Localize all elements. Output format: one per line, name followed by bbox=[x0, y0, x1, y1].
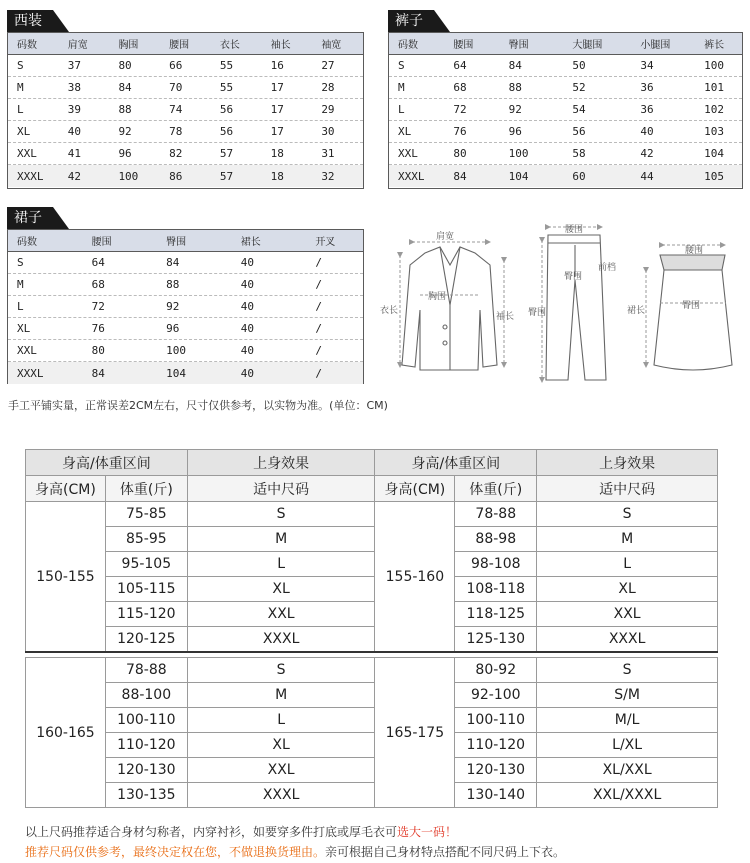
table-cell: 40 bbox=[240, 278, 254, 291]
table-cell: 84 bbox=[118, 81, 132, 94]
pants-size-table bbox=[388, 32, 743, 189]
table-cell: 100 bbox=[166, 344, 187, 357]
table-cell: 41 bbox=[67, 147, 81, 160]
jacket-drawing bbox=[402, 247, 497, 370]
table-row bbox=[26, 577, 718, 602]
measurement-diagram bbox=[370, 215, 745, 390]
table-cell: 100 bbox=[118, 169, 139, 183]
weight-range: 100-110 bbox=[105, 708, 187, 733]
size-value: XXXL bbox=[537, 627, 718, 653]
table-cell: 55 bbox=[219, 81, 234, 94]
weight-range: 105-115 bbox=[105, 577, 187, 602]
weight-range: 98-108 bbox=[455, 552, 537, 577]
table-cell: 101 bbox=[704, 81, 724, 94]
label-hip-mid: 臀围 bbox=[564, 272, 583, 282]
table-cell: 57 bbox=[219, 169, 234, 183]
pants-header-cell: 臀围 bbox=[508, 40, 529, 51]
table-cell: 40 bbox=[640, 125, 654, 138]
table-cell: 105 bbox=[704, 169, 724, 183]
table-row bbox=[8, 121, 363, 143]
header-size: 适中尺码 bbox=[537, 476, 718, 502]
table-row bbox=[26, 602, 718, 627]
header-effect: 上身效果 bbox=[187, 450, 375, 476]
table-cell: 82 bbox=[169, 147, 183, 160]
size-value: M bbox=[537, 527, 718, 552]
footer-line-1-main: 以上尺码推荐适合身材匀称者，内穿衬衫，如要穿多件打底或厚毛衣可 bbox=[25, 825, 398, 839]
table-cell: 56 bbox=[572, 125, 586, 138]
table-cell: 42 bbox=[640, 147, 654, 160]
table-cell: S bbox=[17, 59, 24, 72]
size-value: S bbox=[187, 502, 375, 527]
rec-header-row-2 bbox=[26, 476, 718, 502]
table-cell: 39 bbox=[67, 103, 81, 116]
table-cell: 80 bbox=[118, 59, 132, 72]
table-cell: 68 bbox=[453, 81, 467, 94]
table-row bbox=[8, 165, 363, 187]
table-cell: M bbox=[17, 81, 24, 94]
pants-header-cell: 码数 bbox=[398, 40, 418, 51]
table-cell: / bbox=[315, 278, 322, 291]
table-cell: 96 bbox=[166, 322, 180, 335]
table-row bbox=[26, 683, 718, 708]
table-cell: 58 bbox=[572, 147, 586, 160]
label-sleeve: 袖长 bbox=[496, 312, 515, 322]
size-value: S bbox=[537, 658, 718, 683]
table-cell: 36 bbox=[640, 81, 654, 94]
pants-header-cell: 小腿围 bbox=[640, 40, 671, 51]
table-row bbox=[389, 121, 742, 143]
size-value: XXXL bbox=[187, 627, 375, 653]
table-cell: 37 bbox=[67, 59, 81, 72]
weight-range: 80-92 bbox=[455, 658, 537, 683]
size-value: XL bbox=[537, 577, 718, 602]
table-row bbox=[26, 783, 718, 808]
table-cell: 86 bbox=[169, 169, 183, 183]
table-cell: 30 bbox=[321, 125, 335, 138]
table-row bbox=[26, 527, 718, 552]
weight-range: 75-85 bbox=[105, 502, 187, 527]
size-value: S bbox=[537, 502, 718, 527]
table-cell: XXL bbox=[398, 147, 418, 160]
weight-range: 118-125 bbox=[455, 602, 537, 627]
pants-header-cell: 大腿围 bbox=[572, 40, 603, 51]
footer-line-2-main: 亲可根据自己身材特点搭配不同尺码上下衣。 bbox=[325, 845, 566, 859]
table-row bbox=[389, 55, 742, 77]
table-row bbox=[26, 758, 718, 783]
table-cell: 28 bbox=[321, 81, 335, 94]
size-value: L bbox=[537, 552, 718, 577]
weight-range: 78-88 bbox=[455, 502, 537, 527]
table-cell: 40 bbox=[240, 256, 254, 269]
label-length: 衣长 bbox=[380, 306, 399, 316]
table-cell: 96 bbox=[508, 125, 522, 138]
size-value: L/XL bbox=[537, 733, 718, 758]
table-cell: 54 bbox=[572, 103, 586, 116]
table-cell: XXL bbox=[17, 147, 37, 160]
size-value: M bbox=[187, 527, 375, 552]
table-cell: 60 bbox=[572, 169, 586, 183]
weight-range: 130-135 bbox=[105, 783, 187, 808]
header-range: 身高/体重区间 bbox=[26, 450, 188, 476]
table-cell: XXL bbox=[17, 344, 37, 357]
table-cell: 88 bbox=[508, 81, 522, 94]
table-cell: 84 bbox=[166, 256, 180, 269]
suit-header-cell: 衣长 bbox=[219, 40, 240, 51]
table-cell: S bbox=[398, 59, 405, 72]
weight-range: 110-120 bbox=[105, 733, 187, 758]
size-value: S/M bbox=[537, 683, 718, 708]
table-cell: 56 bbox=[219, 125, 234, 138]
table-cell: 80 bbox=[453, 147, 467, 160]
suit-table-title: 西装 bbox=[14, 13, 42, 29]
height-range: 160-165 bbox=[26, 658, 106, 808]
suit-header-cell: 胸围 bbox=[118, 40, 139, 51]
table-row bbox=[8, 296, 363, 318]
suit-header-cell: 肩宽 bbox=[67, 40, 88, 51]
rec-header-row-1 bbox=[26, 450, 718, 476]
table-cell: 70 bbox=[169, 81, 183, 94]
header-range: 身高/体重区间 bbox=[375, 450, 537, 476]
table-cell: 57 bbox=[219, 147, 234, 160]
header-effect: 上身效果 bbox=[537, 450, 718, 476]
suit-header-cell: 码数 bbox=[17, 40, 37, 51]
table-cell: 100 bbox=[508, 147, 529, 160]
header-weight: 体重(斤) bbox=[105, 476, 187, 502]
table-cell: XXXL bbox=[398, 169, 425, 183]
table-cell: 64 bbox=[91, 256, 105, 269]
pants-header-cell: 裤长 bbox=[704, 40, 725, 51]
table-cell: 40 bbox=[240, 366, 254, 380]
table-cell: 76 bbox=[91, 322, 105, 335]
label-waist: 腰围 bbox=[565, 225, 584, 235]
table-row bbox=[8, 318, 363, 340]
table-cell: 40 bbox=[67, 125, 81, 138]
label-chest: 胸围 bbox=[428, 292, 447, 302]
table-row bbox=[26, 627, 718, 653]
size-value: L bbox=[187, 552, 375, 577]
height-range: 150-155 bbox=[26, 502, 106, 653]
pants-table-tab bbox=[388, 10, 434, 32]
table-cell: 104 bbox=[166, 366, 187, 380]
table-row bbox=[8, 77, 363, 99]
size-value: XXL bbox=[187, 758, 375, 783]
table-row bbox=[389, 143, 742, 165]
table-cell: 40 bbox=[240, 322, 254, 335]
suit-header-cell: 袖宽 bbox=[321, 40, 342, 51]
header-height: 身高(CM) bbox=[375, 476, 455, 502]
suit-table-tab bbox=[7, 10, 53, 32]
table-cell: 42 bbox=[67, 169, 81, 183]
size-value: M bbox=[187, 683, 375, 708]
pants-table-title: 裤子 bbox=[395, 13, 423, 29]
table-cell: 34 bbox=[640, 59, 654, 72]
table-row bbox=[8, 99, 363, 121]
weight-range: 92-100 bbox=[455, 683, 537, 708]
table-cell: / bbox=[315, 300, 322, 313]
table-cell: 36 bbox=[640, 103, 654, 116]
skirt-table-title: 裙子 bbox=[14, 210, 42, 226]
table-cell: 92 bbox=[118, 125, 132, 138]
table-cell: 17 bbox=[270, 81, 284, 94]
table-cell: L bbox=[398, 103, 405, 116]
pants-drawing bbox=[546, 235, 606, 380]
footer-line-2-red: 推荐尺码仅供参考，最终决定权在您，不做退换货理由。 bbox=[25, 845, 326, 859]
table-cell: 78 bbox=[169, 125, 183, 138]
table-cell: 92 bbox=[508, 103, 522, 116]
table-cell: 31 bbox=[321, 147, 335, 160]
weight-range: 88-98 bbox=[455, 527, 537, 552]
table-cell: / bbox=[315, 344, 322, 357]
pants-header-row bbox=[389, 33, 742, 55]
skirt-header-cell: 臀围 bbox=[166, 237, 187, 248]
table-cell: XL bbox=[398, 125, 412, 138]
table-row bbox=[8, 143, 363, 165]
weight-range: 130-140 bbox=[455, 783, 537, 808]
table-cell: L bbox=[17, 103, 24, 116]
table-cell: / bbox=[315, 322, 322, 335]
table-row bbox=[8, 55, 363, 77]
table-row bbox=[8, 340, 363, 362]
table-cell: 55 bbox=[219, 59, 234, 72]
header-weight: 体重(斤) bbox=[455, 476, 537, 502]
table-cell: 40 bbox=[240, 344, 254, 357]
table-row bbox=[26, 552, 718, 577]
table-cell: 88 bbox=[118, 103, 132, 116]
table-row bbox=[26, 658, 718, 683]
size-recommendation-table bbox=[25, 449, 718, 808]
size-value: XL bbox=[187, 577, 375, 602]
table-cell: XL bbox=[17, 322, 31, 335]
label-rise: 前档 bbox=[598, 263, 617, 273]
weight-range: 78-88 bbox=[105, 658, 187, 683]
size-value: XXL bbox=[187, 602, 375, 627]
table-row bbox=[26, 502, 718, 527]
table-cell: 68 bbox=[91, 278, 105, 291]
table-cell: 38 bbox=[67, 81, 81, 94]
table-cell: 92 bbox=[166, 300, 180, 313]
skirt-header-cell: 码数 bbox=[17, 237, 37, 248]
table-cell: 17 bbox=[270, 103, 284, 116]
size-value: XXL/XXXL bbox=[537, 783, 718, 808]
label-shoulder: 肩宽 bbox=[436, 232, 455, 242]
table-cell: 80 bbox=[91, 344, 105, 357]
suit-size-table bbox=[7, 32, 364, 189]
height-range: 155-160 bbox=[375, 502, 455, 653]
label-skirt-length: 裙长 bbox=[627, 306, 646, 316]
size-value: M/L bbox=[537, 708, 718, 733]
table-cell: XL bbox=[17, 125, 31, 138]
suit-header-row bbox=[8, 33, 363, 55]
table-cell: 102 bbox=[704, 103, 724, 116]
table-cell: 27 bbox=[321, 59, 335, 72]
skirt-header-cell: 开叉 bbox=[315, 237, 336, 248]
table-cell: 50 bbox=[572, 59, 586, 72]
weight-range: 108-118 bbox=[455, 577, 537, 602]
table-cell: / bbox=[315, 366, 322, 380]
table-cell: L bbox=[17, 300, 24, 313]
suit-header-cell: 腰围 bbox=[169, 40, 190, 51]
table-cell: 40 bbox=[240, 300, 254, 313]
table-cell: 17 bbox=[270, 125, 284, 138]
table-cell: S bbox=[17, 256, 24, 269]
pants-header-cell: 腰围 bbox=[453, 40, 474, 51]
table-cell: 64 bbox=[453, 59, 467, 72]
table-cell: 76 bbox=[453, 125, 467, 138]
label-skirt-waist: 腰围 bbox=[685, 246, 704, 256]
skirt-header-cell: 裙长 bbox=[240, 237, 261, 248]
weight-range: 110-120 bbox=[455, 733, 537, 758]
skirt-table-tab bbox=[7, 207, 53, 229]
label-skirt-hip: 臀围 bbox=[682, 301, 701, 311]
footer-line-1 bbox=[25, 823, 457, 840]
weight-range: 100-110 bbox=[455, 708, 537, 733]
table-cell: 84 bbox=[91, 366, 105, 380]
footer-line-1-red: 选大一码！ bbox=[397, 825, 458, 839]
skirt-drawing bbox=[654, 255, 732, 370]
header-size: 适中尺码 bbox=[187, 476, 375, 502]
size-value: XL/XXL bbox=[537, 758, 718, 783]
weight-range: 88-100 bbox=[105, 683, 187, 708]
size-value: L bbox=[187, 708, 375, 733]
table-cell: / bbox=[315, 256, 322, 269]
table-cell: 44 bbox=[640, 169, 654, 183]
table-cell: 88 bbox=[166, 278, 180, 291]
weight-range: 85-95 bbox=[105, 527, 187, 552]
table-row bbox=[389, 77, 742, 99]
weight-range: 125-130 bbox=[455, 627, 537, 653]
table-cell: 72 bbox=[453, 103, 467, 116]
height-range: 165-175 bbox=[375, 658, 455, 808]
header-height: 身高(CM) bbox=[26, 476, 106, 502]
suit-header-cell: 袖长 bbox=[270, 40, 291, 51]
table-cell: 72 bbox=[91, 300, 105, 313]
size-value: XXL bbox=[537, 602, 718, 627]
weight-range: 120-130 bbox=[455, 758, 537, 783]
table-row bbox=[26, 708, 718, 733]
table-cell: 29 bbox=[321, 103, 335, 116]
table-cell: 32 bbox=[321, 169, 335, 183]
table-cell: 56 bbox=[219, 103, 234, 116]
table-cell: 84 bbox=[453, 169, 467, 183]
table-row bbox=[26, 733, 718, 758]
table-cell: XXXL bbox=[17, 169, 44, 183]
table-cell: 103 bbox=[704, 125, 724, 138]
weight-range: 115-120 bbox=[105, 602, 187, 627]
size-value: XXXL bbox=[187, 783, 375, 808]
size-value: XL bbox=[187, 733, 375, 758]
footer-line-2 bbox=[25, 843, 565, 860]
table-row bbox=[8, 274, 363, 296]
table-cell: 96 bbox=[118, 147, 132, 160]
table-cell: 18 bbox=[270, 169, 284, 183]
table-cell: 74 bbox=[169, 103, 183, 116]
table-row bbox=[8, 252, 363, 274]
table-cell: XXXL bbox=[17, 366, 44, 380]
skirt-header-cell: 腰围 bbox=[91, 237, 112, 248]
table-row bbox=[389, 99, 742, 121]
weight-range: 95-105 bbox=[105, 552, 187, 577]
table-cell: 104 bbox=[704, 147, 724, 160]
weight-range: 120-130 bbox=[105, 758, 187, 783]
label-hip: 臀围 bbox=[528, 308, 547, 318]
table-cell: 100 bbox=[704, 59, 724, 72]
table-cell: 66 bbox=[169, 59, 183, 72]
table-cell: 16 bbox=[270, 59, 284, 72]
table-row bbox=[8, 362, 363, 384]
table-cell: 18 bbox=[270, 147, 284, 160]
table-cell: 52 bbox=[572, 81, 586, 94]
weight-range: 120-125 bbox=[105, 627, 187, 653]
table-row bbox=[389, 165, 742, 187]
table-cell: 84 bbox=[508, 59, 522, 72]
skirt-size-table bbox=[7, 229, 364, 384]
measure-note: 手工平铺实量，正常误差2CM左右，尺寸仅供参考，以实物为准。(单位：CM) bbox=[8, 399, 388, 412]
table-cell: M bbox=[398, 81, 405, 94]
table-cell: M bbox=[17, 278, 24, 291]
size-value: S bbox=[187, 658, 375, 683]
table-cell: 104 bbox=[508, 169, 529, 183]
skirt-header-row bbox=[8, 230, 363, 252]
